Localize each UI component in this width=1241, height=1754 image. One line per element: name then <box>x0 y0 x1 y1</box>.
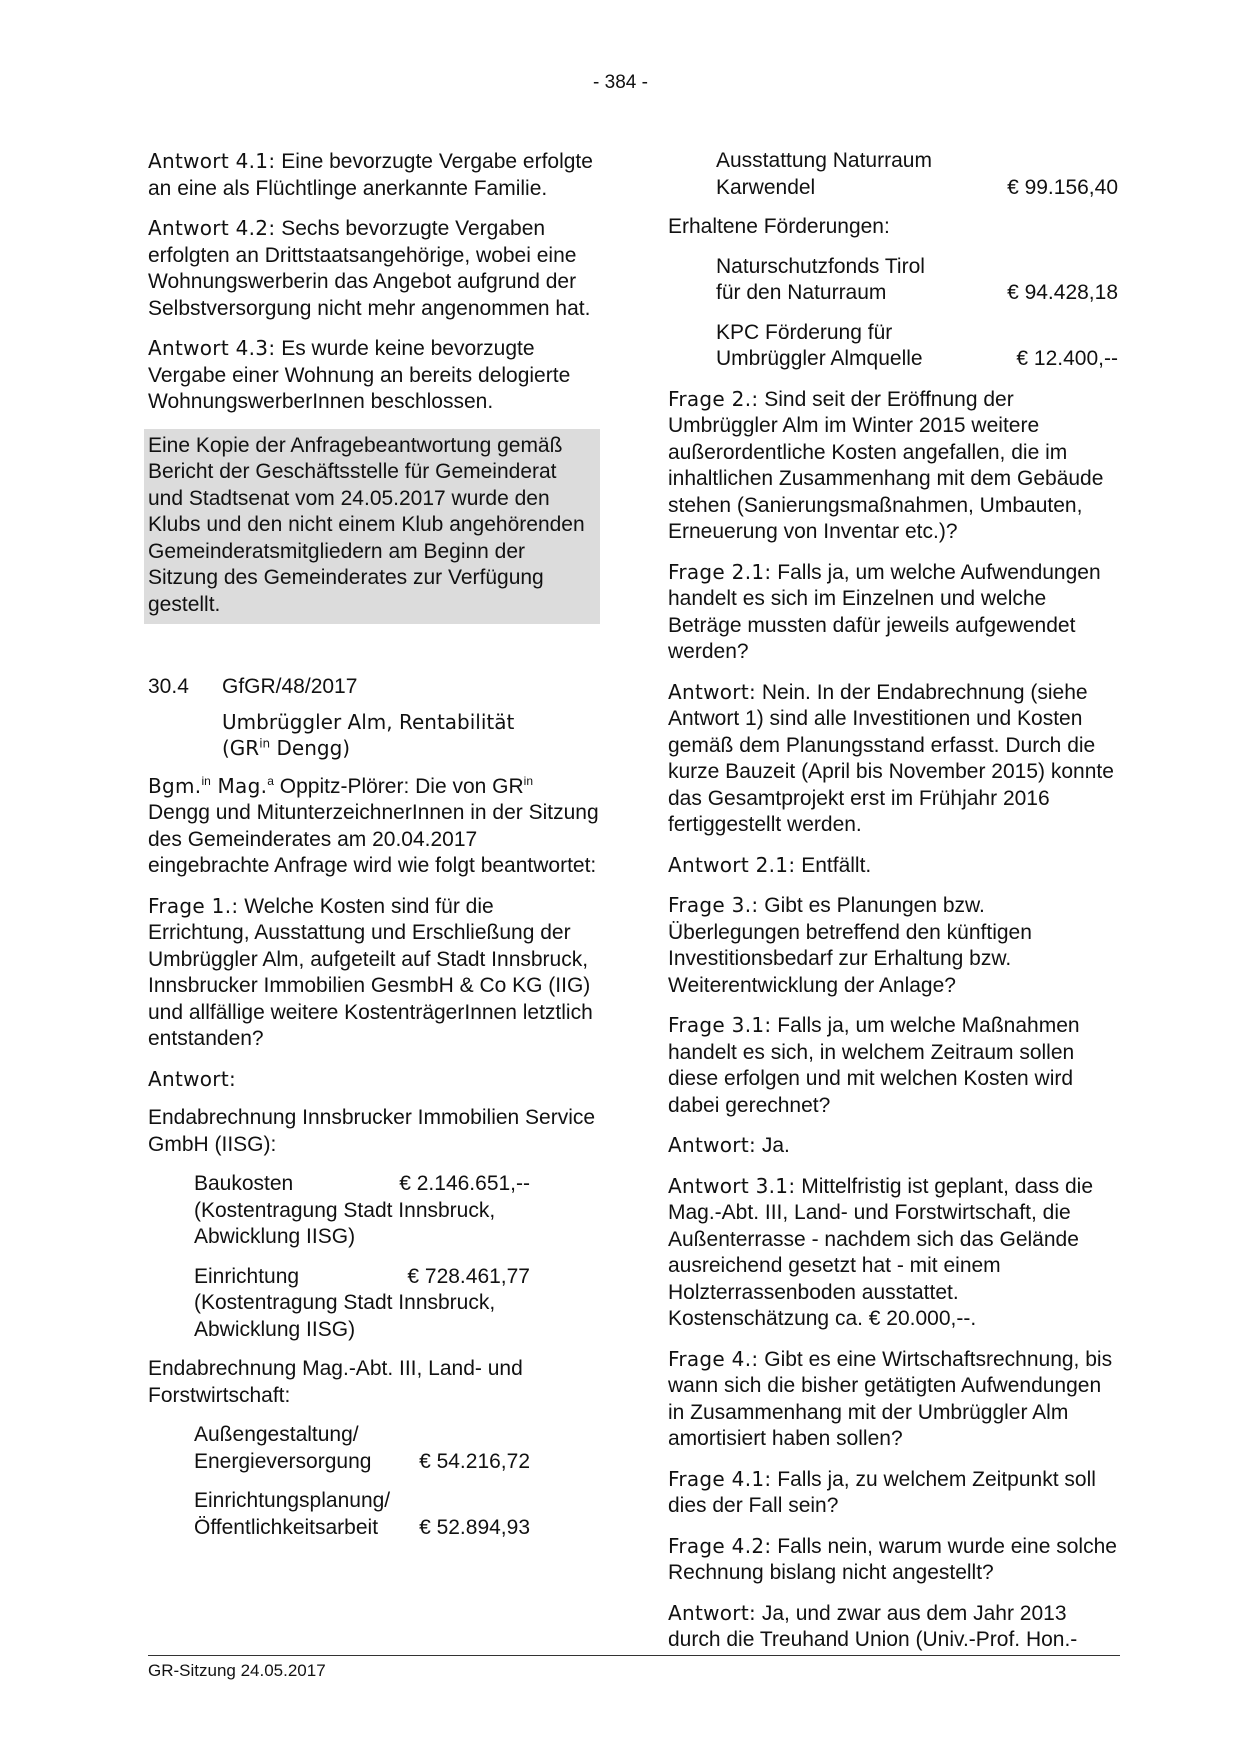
funding-amount: € 12.400,-- <box>1016 347 1118 370</box>
cost-item-einrichtungsplanung <box>194 1488 530 1541</box>
intro-mag: Mag. <box>210 773 268 798</box>
question-label: Frage 3.1: <box>668 1013 772 1037</box>
intro-text: Die von GR <box>409 774 524 798</box>
question-3-1 <box>668 1012 1118 1119</box>
answer-text: Es wurde keine bevorzugte Vergabe einer Wohnung an bereits delogierte WohnungswerberInnen beschlossen. <box>148 337 571 413</box>
intro-name: Oppitz-Plörer: <box>273 774 410 798</box>
answer-text: Entfällt. <box>801 853 872 877</box>
answer-label: Antwort: <box>668 1600 756 1625</box>
cost-amount: € 52.894,93 <box>419 1515 530 1539</box>
cost-item-baukosten <box>194 1171 530 1251</box>
cost-note: (Kostentragung Stadt Innsbruck, Abwicklung IISG) <box>194 1291 496 1341</box>
funding-item-kpc <box>716 320 1118 373</box>
cost-item-ausstattung <box>716 148 1118 201</box>
answer-2-1 <box>668 852 1118 880</box>
cost-label-cont: Energieversorgung <box>194 1449 372 1473</box>
intro-bgm: Bgm. <box>148 773 202 798</box>
answer-label: Antwort: <box>668 1133 756 1157</box>
question-text: Falls ja, um welche Aufwendungen handelt es sich im Einzelnen und welche Beträge mussten dafür jeweils aufgewendet werden? <box>668 560 1101 663</box>
answer-4 <box>668 1600 1118 1654</box>
subject-author <box>222 735 600 761</box>
funding-label: Naturschutzfonds Tirol <box>716 254 925 278</box>
funding-label-cont: Umbrüggler Almquelle <box>716 347 923 370</box>
highlight-note: Eine Kopie der Anfragebeantwortung gemäß Bericht der Geschäftsstelle für Gemeinderat und Stadtsenat vom 24.05.2017 wurde den Klubs und den nicht einem Klub angehörenden Gemeinderatsmitgliedern am Beginn der Sitzung des Gemeinderates zur Verfügung gestellt. <box>144 429 600 625</box>
section-heading <box>148 674 600 701</box>
foerderungen-heading: Erhaltene Förderungen: <box>668 215 890 238</box>
intro-bgm-sup: in <box>201 773 211 788</box>
intro-gr-sup: in <box>523 773 534 788</box>
answer-text: Nein. In der Endabrechnung (siehe Antwort 1) sind alle Investitionen und Kosten gemäß dem Planungsstand erfasst. Durch die kurze Bauzeit (April bis November 2015) konnte das Gesamtprojekt erst im Frühjahr 2016 fertiggestellt werden. <box>668 680 1114 836</box>
question-text: Gibt es eine Wirtschaftsrechnung, bis wann sich die bisher getätigten Aufwendungen in Zusammenhang mit der Umbrüggler Alm amortisiert haben sollen? <box>668 1347 1113 1450</box>
question-label: Frage 3.: <box>668 893 759 917</box>
footer-divider <box>148 1655 1120 1656</box>
answer-text: Ja, und zwar aus dem Jahr 2013 durch die Treuhand Union (Univ.-Prof. Hon.- <box>668 1601 1078 1651</box>
cost-note: (Kostentragung Stadt Innsbruck, Abwicklung IISG) <box>194 1198 496 1248</box>
question-4-2 <box>668 1533 1118 1587</box>
cost-item-einrichtung <box>194 1264 530 1344</box>
question-text: Sind seit der Eröffnung der Umbrüggler Alm im Winter 2015 weitere außerordentliche Kosten angefallen, die im inhaltlichen Zusammenhang mit dem Gebäude stehen (Sanierungsmaßnahmen, Umbauten, Erneuerung von Inventar etc.)? <box>668 387 1104 543</box>
section-subject <box>222 709 600 761</box>
answer-text: Ja. <box>761 1134 790 1157</box>
answer-2 <box>668 679 1118 839</box>
answer-label: Antwort: <box>668 679 756 704</box>
cost-amount: € 728.461,77 <box>407 1264 530 1288</box>
answer-text: Eine bevorzugte Vergabe erfolgte an eine als Flüchtlinge anerkannte Familie. <box>148 150 593 200</box>
cost-label: Außengestaltung/ <box>194 1423 359 1446</box>
cost-label: Einrichtungsplanung/ <box>194 1489 391 1512</box>
answer-label: Antwort 2.1: <box>668 852 796 877</box>
question-3 <box>668 892 1118 999</box>
page-number: - 384 - <box>593 72 648 93</box>
answer-4-3 <box>148 335 600 416</box>
cost-amount: € 99.156,40 <box>1007 175 1118 199</box>
question-text: Falls ja, zu welchem Zeitpunkt soll dies der Fall sein? <box>668 1467 1096 1517</box>
right-column <box>668 148 1118 1667</box>
subject-gr: (GR <box>222 735 260 760</box>
left-column <box>148 148 600 1554</box>
cost-label-cont: Öffentlichkeitsarbeit <box>194 1515 379 1539</box>
question-label: Frage 1.: <box>148 893 239 918</box>
funding-label-cont: für den Naturraum <box>716 281 887 304</box>
subject-title: Umbrüggler Alm, Rentabilität <box>222 709 515 734</box>
iisg-heading: Endabrechnung Innsbrucker Immobilien Service GmbH (IISG): <box>148 1106 596 1156</box>
question-4 <box>668 1346 1118 1453</box>
answer-4-1 <box>148 148 600 202</box>
question-label: Frage 2.1: <box>668 559 772 584</box>
cost-label: Baukosten <box>194 1172 294 1195</box>
question-text: Welche Kosten sind für die Errichtung, Ausstattung und Erschließung der Umbrüggler Alm, aufgeteilt auf Stadt Innsbruck, Innsbrucker Immobilien GesmbH & Co KG (IIG) und allfällige weitere KostenträgerInnen letztlich entstanden? <box>148 894 593 1050</box>
subject-gr-sup: in <box>259 735 271 750</box>
section-code: GfGR/48/2017 <box>222 675 358 698</box>
question-4-1 <box>668 1466 1118 1520</box>
answer-text: Mittelfristig ist geplant, dass die Mag.-Abt. III, Land- und Forstwirtschaft, die Außenterrasse - nachdem sich das Gelände ausreichend gesetzt hat - mit einem Holzterrassenboden ausstattet. Kostenschätzung ca. € 20.000,--. <box>668 1174 1094 1330</box>
cost-label: Ausstattung Naturraum <box>716 149 932 172</box>
answer-text: Sechs bevorzugte Vergaben erfolgten an Drittstaatsangehörige, wobei eine Wohnungswerberin das Angebot aufgrund der Selbstversorgung nicht mehr angenommen hat. <box>148 217 591 320</box>
funding-label: KPC Förderung für <box>716 320 893 344</box>
subject-name: Dengg) <box>270 735 351 760</box>
cost-label-cont: Karwendel <box>716 175 816 199</box>
magabt-heading: Endabrechnung Mag.-Abt. III, Land- und Forstwirtschaft: <box>148 1357 523 1407</box>
question-label: Frage 4.2: <box>668 1533 772 1558</box>
section-number: 30.4 <box>148 675 189 698</box>
question-text: Falls ja, um welche Maßnahmen handelt es sich, in welchem Zeitraum sollen diese erfolgen und mit welchen Kosten wird dabei gerechnet? <box>668 1014 1080 1117</box>
funding-amount: € 94.428,18 <box>1007 281 1118 304</box>
question-label: Frage 2.: <box>668 386 759 411</box>
cost-label: Einrichtung <box>194 1264 300 1288</box>
question-text: Gibt es Planungen bzw. Überlegungen betreffend den künftigen Investitionsbedarf zur Erhaltung bzw. Weiterentwicklung der Anlage? <box>668 894 1032 997</box>
question-text: Falls nein, warum wurde eine solche Rechnung bislang nicht angestellt? <box>668 1534 1117 1584</box>
question-1 <box>148 893 600 1053</box>
answer-label: Antwort 4.2: <box>148 216 276 240</box>
answer-label-standalone: Antwort: <box>148 1066 236 1091</box>
question-2 <box>668 386 1118 546</box>
intro-text-cont: Dengg und MitunterzeichnerInnen in der Sitzung des Gemeinderates am 20.04.2017 eingebrachte Anfrage wird wie folgt beantwortet: <box>148 801 599 877</box>
answer-3 <box>668 1132 1118 1160</box>
cost-amount: € 54.216,72 <box>419 1449 530 1473</box>
cost-item-aussengestaltung <box>194 1422 530 1475</box>
intro-paragraph <box>148 773 600 880</box>
funding-item-naturschutz <box>716 254 1118 307</box>
question-2-1 <box>668 559 1118 666</box>
answer-4-2 <box>148 215 600 322</box>
question-label: Frage 4.1: <box>668 1466 772 1491</box>
answer-3-1 <box>668 1173 1118 1333</box>
question-label: Frage 4.: <box>668 1346 759 1371</box>
answer-label: Antwort 4.1: <box>148 149 276 173</box>
footer-text: GR-Sitzung 24.05.2017 <box>148 1661 326 1680</box>
answer-label: Antwort 4.3: <box>148 336 276 360</box>
intro-mag-sup: a <box>267 773 274 788</box>
cost-amount: € 2.146.651,-- <box>399 1172 530 1195</box>
answer-label: Antwort 3.1: <box>668 1173 796 1198</box>
